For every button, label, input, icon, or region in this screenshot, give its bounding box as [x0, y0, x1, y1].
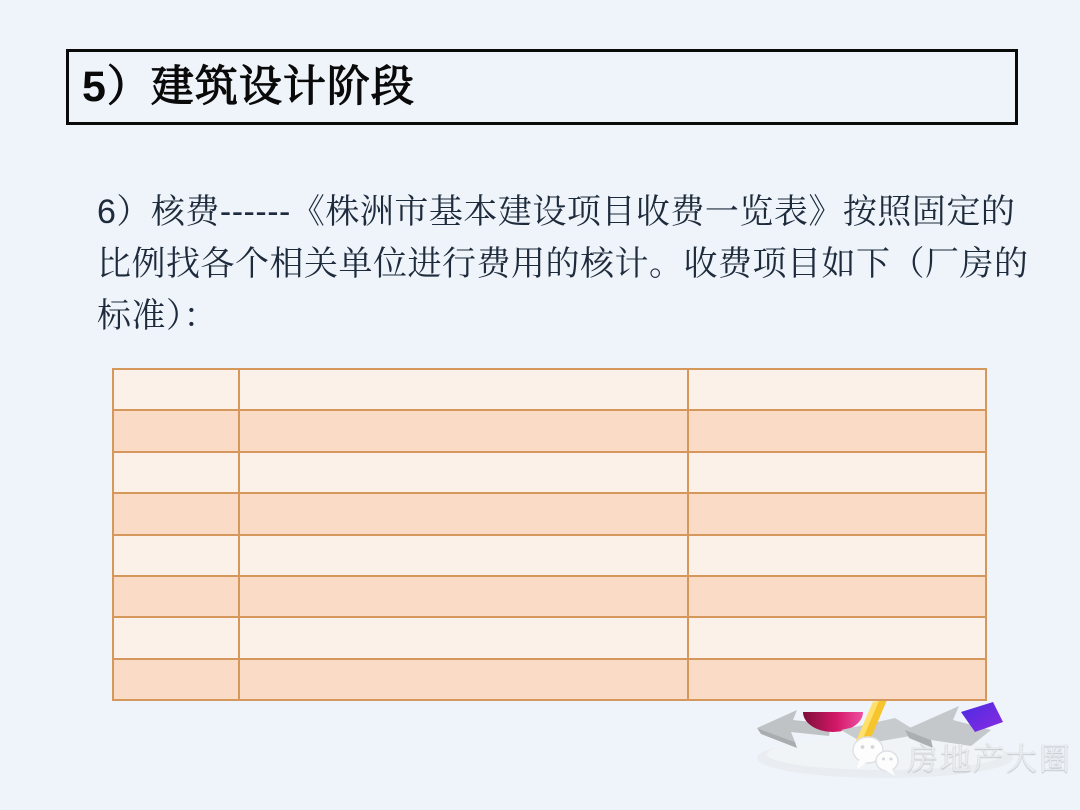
table-cell — [688, 659, 986, 700]
table-cell — [688, 535, 986, 576]
table-cell — [239, 617, 688, 658]
table-cell — [113, 410, 239, 451]
table-cell — [239, 369, 688, 410]
table-row — [113, 659, 986, 700]
page-title: 5）建筑设计阶段 — [82, 62, 415, 111]
table-cell — [113, 452, 239, 493]
table-cell — [113, 617, 239, 658]
title-box — [66, 49, 1018, 125]
table-cell — [688, 369, 986, 410]
table-row — [113, 576, 986, 617]
table-cell — [239, 493, 688, 534]
body-paragraph — [97, 186, 1029, 342]
table-cell — [688, 452, 986, 493]
table-cell — [688, 410, 986, 451]
fee-table — [112, 368, 987, 701]
table-cell — [113, 535, 239, 576]
table-cell — [239, 659, 688, 700]
table-cell — [688, 493, 986, 534]
table-row — [113, 452, 986, 493]
table-cell — [239, 452, 688, 493]
watermark-text: 房地产大圈 — [907, 741, 1072, 777]
table-cell — [688, 617, 986, 658]
body-line: 比例找各个相关单位进行费用的核计。收费项目如下（厂房的 — [97, 245, 1029, 283]
fee-table-body — [113, 369, 986, 700]
table-cell — [113, 659, 239, 700]
body-line: 6）核费------《株洲市基本建设项目收费一览表》按照固定的 — [97, 193, 1016, 231]
wechat-icon — [850, 733, 902, 779]
table-cell — [239, 576, 688, 617]
table-row — [113, 535, 986, 576]
table-cell — [113, 493, 239, 534]
table-row — [113, 369, 986, 410]
table-cell — [113, 369, 239, 410]
body-line: 标准）： — [97, 297, 218, 335]
watermark — [850, 733, 1072, 779]
table-row — [113, 617, 986, 658]
table-cell — [239, 535, 688, 576]
table-cell — [688, 576, 986, 617]
table-row — [113, 410, 986, 451]
table-cell — [239, 410, 688, 451]
table-cell — [113, 576, 239, 617]
table-row — [113, 493, 986, 534]
